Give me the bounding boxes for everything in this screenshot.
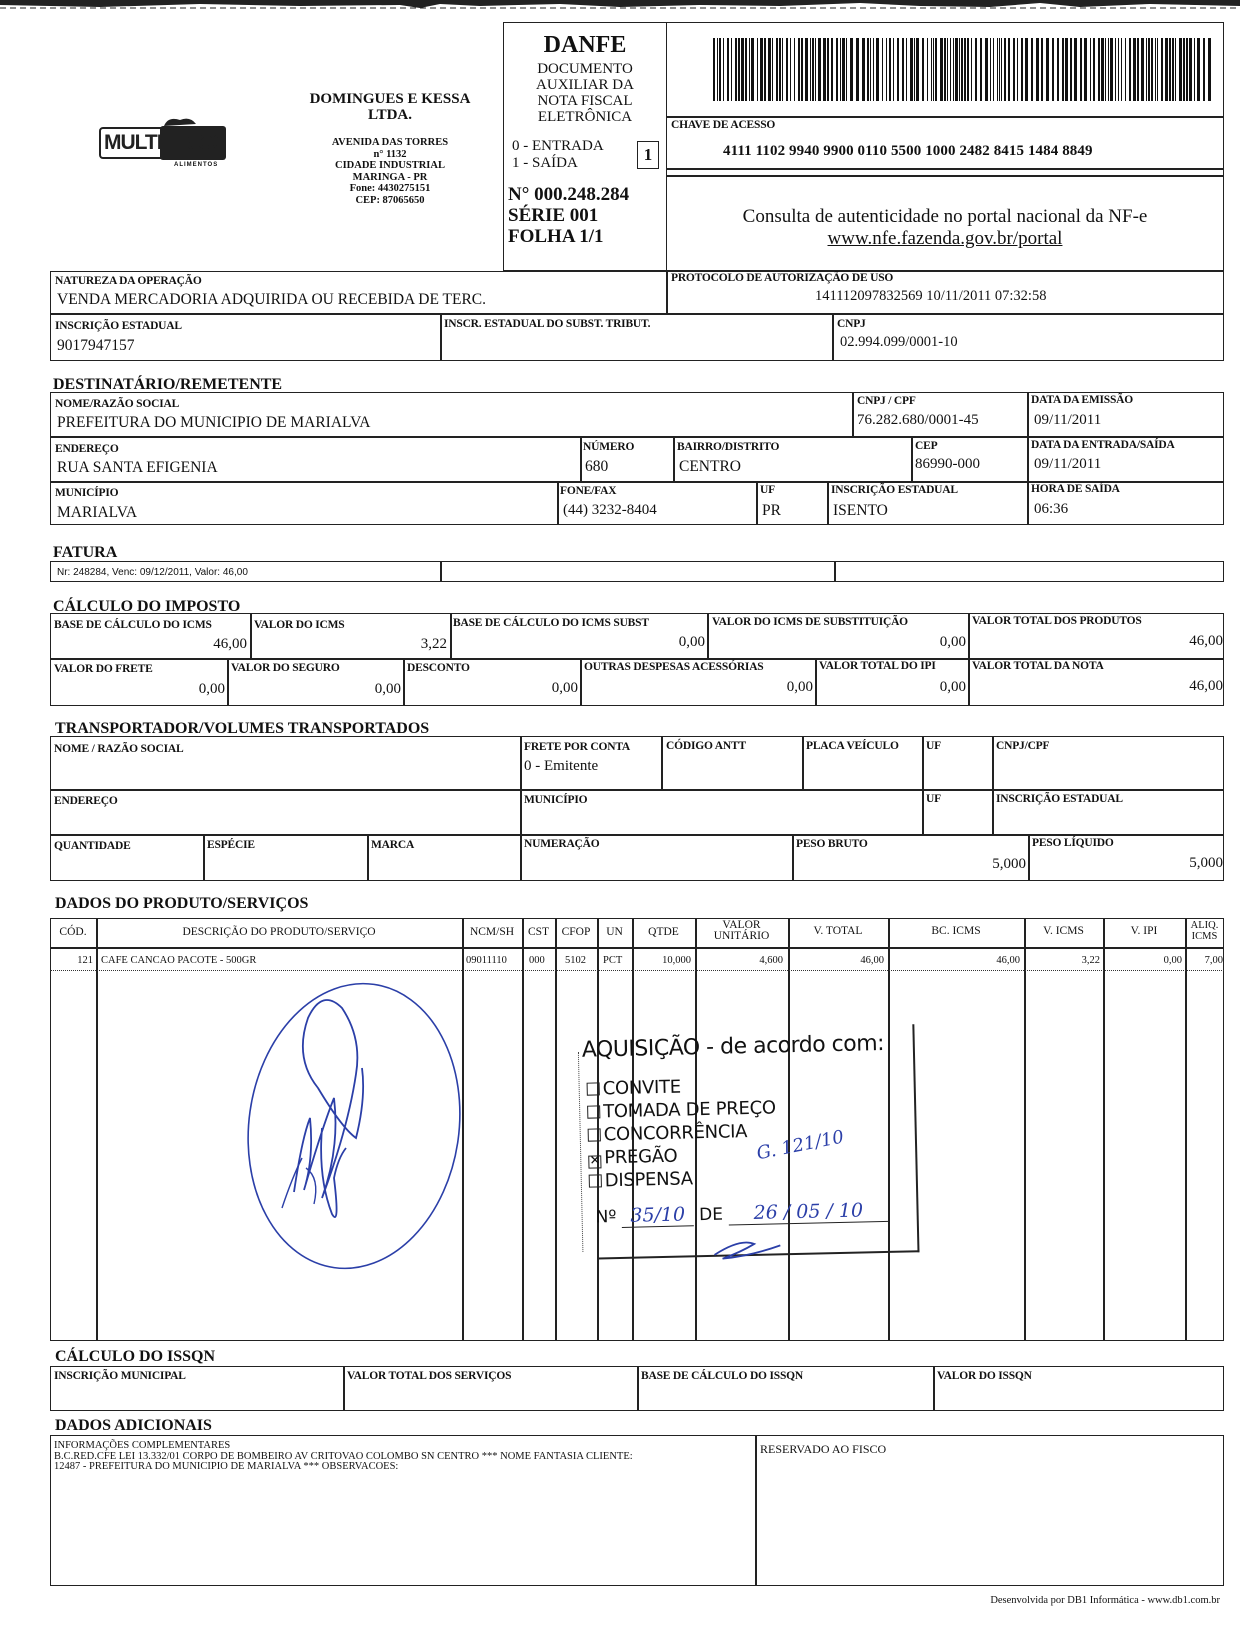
transp-marca-label: MARCA bbox=[371, 839, 415, 851]
desconto-value: 0,00 bbox=[551, 680, 578, 696]
consulta-text: Consulta de autenticidade no portal nacional da NF-e www.nfe.fazenda.gov.br/portal bbox=[670, 206, 1220, 250]
danfe-subtitle: DOCUMENTO AUXILIAR DA NOTA FISCAL ELETRÔNICA bbox=[536, 61, 634, 125]
fatura-section: FATURA bbox=[53, 544, 118, 561]
cell-vicms: 3,22 bbox=[1081, 955, 1100, 966]
transp-qtd-label: QUANTIDADE bbox=[54, 840, 131, 852]
transp-nome-label: NOME / RAZÃO SOCIAL bbox=[54, 743, 184, 755]
barcode bbox=[713, 38, 1213, 101]
stamp-option-dispensa: DISPENSA bbox=[589, 1165, 778, 1192]
produtos-section: DADOS DO PRODUTO/SERVIÇOS bbox=[55, 895, 309, 912]
signature bbox=[222, 978, 482, 1278]
transp-peso-bruto-label: PESO BRUTO bbox=[796, 838, 868, 850]
dest-cep-value: 86990-000 bbox=[915, 456, 980, 472]
transp-frete-label: FRETE POR CONTA bbox=[524, 741, 631, 753]
bc-subst-value: 0,00 bbox=[678, 634, 705, 650]
transp-peso-liq-value: 5,000 bbox=[1189, 855, 1223, 871]
info-line1: B.C.RED.CFE LEI 13.332/01 CORPO DE BOMBEIRO AV CRITOVAO COLOMBO SN CENTRO *** NOME FANTASIA CLIENTE: bbox=[54, 1450, 633, 1462]
total-prod-label: VALOR TOTAL DOS PRODUTOS bbox=[972, 615, 1142, 627]
danfe-tipo-value: 1 bbox=[637, 141, 659, 169]
transp-ie-label: INSCRIÇÃO ESTADUAL bbox=[996, 793, 1123, 805]
info-line2: 12487 - PREFEITURA DO MUNICIPIO DE MARIALVA *** OBSERVACOES: bbox=[54, 1461, 399, 1472]
total-prod-value: 46,00 bbox=[1189, 633, 1223, 649]
col-cod: CÓD. bbox=[59, 926, 87, 938]
fatura-value: Nr: 248284, Venc: 09/12/2011, Valor: 46,00 bbox=[57, 567, 248, 578]
info-label: INFORMAÇÕES COMPLEMENTARES bbox=[54, 1440, 231, 1451]
portal-link[interactable]: www.nfe.fazenda.gov.br/portal bbox=[827, 228, 1063, 249]
dest-emissao-value: 09/11/2011 bbox=[1034, 412, 1102, 428]
bc-icms-label: BASE DE CÁLCULO DO ICMS bbox=[54, 619, 212, 631]
dest-ie-value: ISENTO bbox=[833, 502, 888, 519]
frete-value: 0,00 bbox=[198, 681, 225, 697]
cnpj-label: CNPJ bbox=[837, 318, 866, 330]
stamp-numero-line: Nº 35/10 DE 26 / 05 / 10 bbox=[595, 1199, 888, 1229]
col-qtde: QTDE bbox=[648, 926, 679, 938]
dest-endereco-value: RUA SANTA EFIGENIA bbox=[57, 459, 218, 476]
danfe-numero: N° 000.248.284 bbox=[508, 184, 630, 205]
cell-vtotal: 46,00 bbox=[860, 955, 884, 966]
checkbox-checked-icon: ✕ bbox=[589, 1153, 601, 1169]
transp-cnpj-label: CNPJ/CPF bbox=[996, 740, 1050, 752]
col-cfop: CFOP bbox=[561, 926, 591, 938]
issqn-valor-label: VALOR DO ISSQN bbox=[937, 1370, 1032, 1382]
stamp-option-tomada: TOMADA DE PREÇO bbox=[587, 1096, 776, 1123]
cell-bcicms: 46,00 bbox=[996, 955, 1020, 966]
company-logo bbox=[98, 118, 230, 178]
stamp-option-concorrencia: CONCORRÊNCIA bbox=[587, 1119, 776, 1146]
checkbox-icon bbox=[589, 1174, 602, 1187]
col-bcicms: BC. ICMS bbox=[931, 925, 981, 937]
transp-endereco-label: ENDEREÇO bbox=[54, 795, 118, 807]
dest-fone-value: (44) 3232-8404 bbox=[563, 502, 657, 518]
dest-numero-value: 680 bbox=[585, 458, 609, 475]
dest-municipio-label: MUNICÍPIO bbox=[55, 487, 119, 499]
issqn-section: CÁLCULO DO ISSQN bbox=[55, 1348, 216, 1365]
bc-subst-label: BASE DE CÁLCULO DO ICMS SUBST bbox=[453, 617, 649, 629]
cell-vipi: 0,00 bbox=[1163, 955, 1182, 966]
dest-endereco-label: ENDEREÇO bbox=[55, 443, 119, 455]
adicionais-section: DADOS ADICIONAIS bbox=[55, 1417, 212, 1434]
frete-label: VALOR DO FRETE bbox=[54, 663, 153, 675]
col-vicms: V. ICMS bbox=[1043, 925, 1084, 937]
icms-subst-value: 0,00 bbox=[939, 634, 966, 650]
dest-fone-label: FONE/FAX bbox=[560, 485, 617, 497]
chave-value: 4111 1102 9940 9900 0110 5500 1000 2482 8415 1484 8849 bbox=[723, 143, 1093, 159]
emitente-name: DOMINGUES E KESSA LTDA. bbox=[309, 91, 471, 123]
col-vunit: VALOR UNITÁRIO bbox=[713, 919, 770, 942]
issqn-total-label: VALOR TOTAL DOS SERVIÇOS bbox=[347, 1370, 512, 1382]
col-desc: DESCRIÇÃO DO PRODUTO/SERVIÇO bbox=[182, 926, 376, 938]
protocolo-label: PROTOCOLO DE AUTORIZAÇÃO DE USO bbox=[671, 272, 894, 284]
aquisicao-stamp bbox=[575, 1020, 925, 1268]
dest-municipio-value: MARIALVA bbox=[57, 504, 138, 521]
total-nota-value: 46,00 bbox=[1189, 678, 1223, 694]
danfe-title: DANFE bbox=[543, 32, 627, 58]
stamp-title: AQUISIÇÃO - de acordo com: bbox=[581, 1030, 885, 1063]
ipi-value: 0,00 bbox=[939, 679, 966, 695]
dest-numero-label: NÚMERO bbox=[583, 441, 635, 453]
stamp-rubric bbox=[710, 1233, 791, 1265]
transp-municipio-label: MUNICÍPIO bbox=[524, 794, 588, 806]
stamp-de-value: 26 / 05 / 10 bbox=[728, 1199, 888, 1226]
col-ncm: NCM/SH bbox=[469, 926, 515, 938]
stamp-option-pregao: ✕ PREGÃO bbox=[589, 1145, 678, 1169]
transp-especie-label: ESPÉCIE bbox=[207, 839, 255, 851]
checkbox-icon bbox=[587, 1082, 600, 1095]
logo-text: MULTI FRIOS bbox=[104, 131, 226, 154]
transp-antt-label: CÓDIGO ANTT bbox=[666, 740, 746, 752]
transp-numeracao-label: NUMERAÇÃO bbox=[524, 838, 600, 850]
icms-label: VALOR DO ICMS bbox=[254, 619, 345, 631]
icms-subst-label: VALOR DO ICMS DE SUBSTITUIÇÃO bbox=[712, 616, 908, 628]
protocolo-value: 141112097832569 10/11/2011 07:32:58 bbox=[815, 288, 1047, 304]
natureza-value: VENDA MERCADORIA ADQUIRIDA OU RECEBIDA DE TERC. bbox=[57, 291, 486, 308]
cell-cst: 000 bbox=[529, 955, 545, 966]
col-cst: CST bbox=[527, 926, 550, 938]
dest-bairro-label: BAIRRO/DISTRITO bbox=[677, 441, 780, 453]
cell-aliq: 7,00 bbox=[1204, 955, 1223, 966]
danfe-tipo-labels: 0 - ENTRADA 1 - SAÍDA bbox=[512, 138, 604, 171]
natureza-box bbox=[50, 271, 1224, 361]
logo-subtext: ALIMENTOS bbox=[174, 162, 219, 168]
cell-ncm: 09011110 bbox=[466, 955, 507, 966]
bc-icms-value: 46,00 bbox=[213, 636, 247, 652]
stamp-option-convite: CONVITE bbox=[586, 1073, 775, 1100]
dest-ie-label: INSCRIÇÃO ESTADUAL bbox=[831, 484, 958, 496]
stamp-pregao-handwritten: G. 121/10 bbox=[754, 1126, 846, 1165]
dest-emissao-label: DATA DA EMISSÃO bbox=[1031, 394, 1134, 406]
transp-uf-label: UF bbox=[926, 740, 941, 752]
chave-label: CHAVE DE ACESSO bbox=[671, 119, 776, 131]
cell-desc: CAFE CANCAO PACOTE - 500GR bbox=[101, 955, 257, 966]
natureza-label: NATUREZA DA OPERAÇÃO bbox=[55, 275, 202, 287]
transp-uf2-label: UF bbox=[926, 793, 941, 805]
transporte-section: TRANSPORTADOR/VOLUMES TRANSPORTADOS bbox=[55, 720, 430, 737]
cnpj-value: 02.994.099/0001-10 bbox=[840, 334, 958, 350]
desconto-label: DESCONTO bbox=[407, 662, 470, 674]
seguro-label: VALOR DO SEGURO bbox=[231, 662, 340, 674]
stamp-numero-value: 35/10 bbox=[621, 1203, 694, 1228]
dest-cnpj-label: CNPJ / CPF bbox=[857, 395, 916, 407]
dest-entrada-label: DATA DA ENTRADA/SAÍDA bbox=[1031, 439, 1175, 451]
col-aliq: ALIQ. ICMS bbox=[1190, 920, 1219, 942]
issqn-bc-label: BASE DE CÁLCULO DO ISSQN bbox=[641, 1370, 803, 1382]
dest-bairro-value: CENTRO bbox=[679, 458, 741, 475]
transporte-box bbox=[50, 736, 1224, 881]
col-vtotal: V. TOTAL bbox=[813, 925, 863, 937]
ipi-label: VALOR TOTAL DO IPI bbox=[819, 660, 936, 672]
destinatario-section: DESTINATÁRIO/REMETENTE bbox=[53, 376, 283, 393]
danfe-folha: FOLHA 1/1 bbox=[508, 226, 604, 247]
dest-hora-value: 06:36 bbox=[1034, 501, 1069, 517]
dest-entrada-value: 09/11/2011 bbox=[1034, 456, 1102, 472]
dest-hora-label: HORA DE SAÍDA bbox=[1031, 483, 1120, 495]
ie-subst-label: INSCR. ESTADUAL DO SUBST. TRIBUT. bbox=[444, 318, 651, 330]
cell-un: PCT bbox=[603, 955, 623, 966]
ie-label: INSCRIÇÃO ESTADUAL bbox=[55, 320, 182, 332]
dest-cnpj-value: 76.282.680/0001-45 bbox=[857, 412, 979, 428]
col-un: UN bbox=[606, 926, 623, 938]
torn-paper-edge bbox=[0, 0, 1240, 14]
seguro-value: 0,00 bbox=[374, 681, 401, 697]
col-vipi: V. IPI bbox=[1130, 925, 1158, 937]
ie-value: 9017947157 bbox=[57, 337, 135, 354]
dest-uf-value: PR bbox=[762, 502, 781, 519]
transp-peso-bruto-value: 5,000 bbox=[992, 856, 1026, 872]
outras-value: 0,00 bbox=[786, 679, 813, 695]
dest-nome-label: NOME/RAZÃO SOCIAL bbox=[55, 398, 180, 410]
dest-nome-value: PREFEITURA DO MUNICIPIO DE MARIALVA bbox=[57, 414, 371, 431]
transp-frete-value: 0 - Emitente bbox=[524, 758, 599, 774]
issqn-im-label: INSCRIÇÃO MUNICIPAL bbox=[54, 1370, 186, 1382]
footer-credit: Desenvolvida por DB1 Informática - www.db1.com.br bbox=[990, 1595, 1220, 1606]
cell-cod: 121 bbox=[77, 955, 93, 966]
icms-value: 3,22 bbox=[420, 636, 447, 652]
info-complementares bbox=[54, 1441, 633, 1473]
fisco-label: RESERVADO AO FISCO bbox=[760, 1442, 887, 1456]
outras-label: OUTRAS DESPESAS ACESSÓRIAS bbox=[584, 661, 764, 673]
cell-vunit: 4,600 bbox=[759, 955, 783, 966]
stamp-options bbox=[586, 1073, 777, 1192]
danfe-numero-block bbox=[508, 184, 629, 247]
checkbox-icon bbox=[587, 1105, 600, 1118]
imposto-section: CÁLCULO DO IMPOSTO bbox=[53, 598, 241, 615]
transp-peso-liq-label: PESO LÍQUIDO bbox=[1032, 837, 1114, 849]
emitente-address: AVENIDA DAS TORRES n° 1132 CIDADE INDUSTRIAL MARINGA - PR Fone: 4430275151 CEP: 87065650 bbox=[331, 137, 449, 206]
cell-cfop: 5102 bbox=[565, 955, 586, 966]
dest-uf-label: UF bbox=[760, 484, 775, 496]
transp-placa-label: PLACA VEÍCULO bbox=[806, 740, 899, 752]
danfe-serie: SÉRIE 001 bbox=[508, 205, 599, 226]
cell-qtde: 10,000 bbox=[662, 955, 691, 966]
dest-cep-label: CEP bbox=[915, 440, 938, 452]
checkbox-icon bbox=[588, 1128, 601, 1141]
total-nota-label: VALOR TOTAL DA NOTA bbox=[972, 660, 1104, 672]
